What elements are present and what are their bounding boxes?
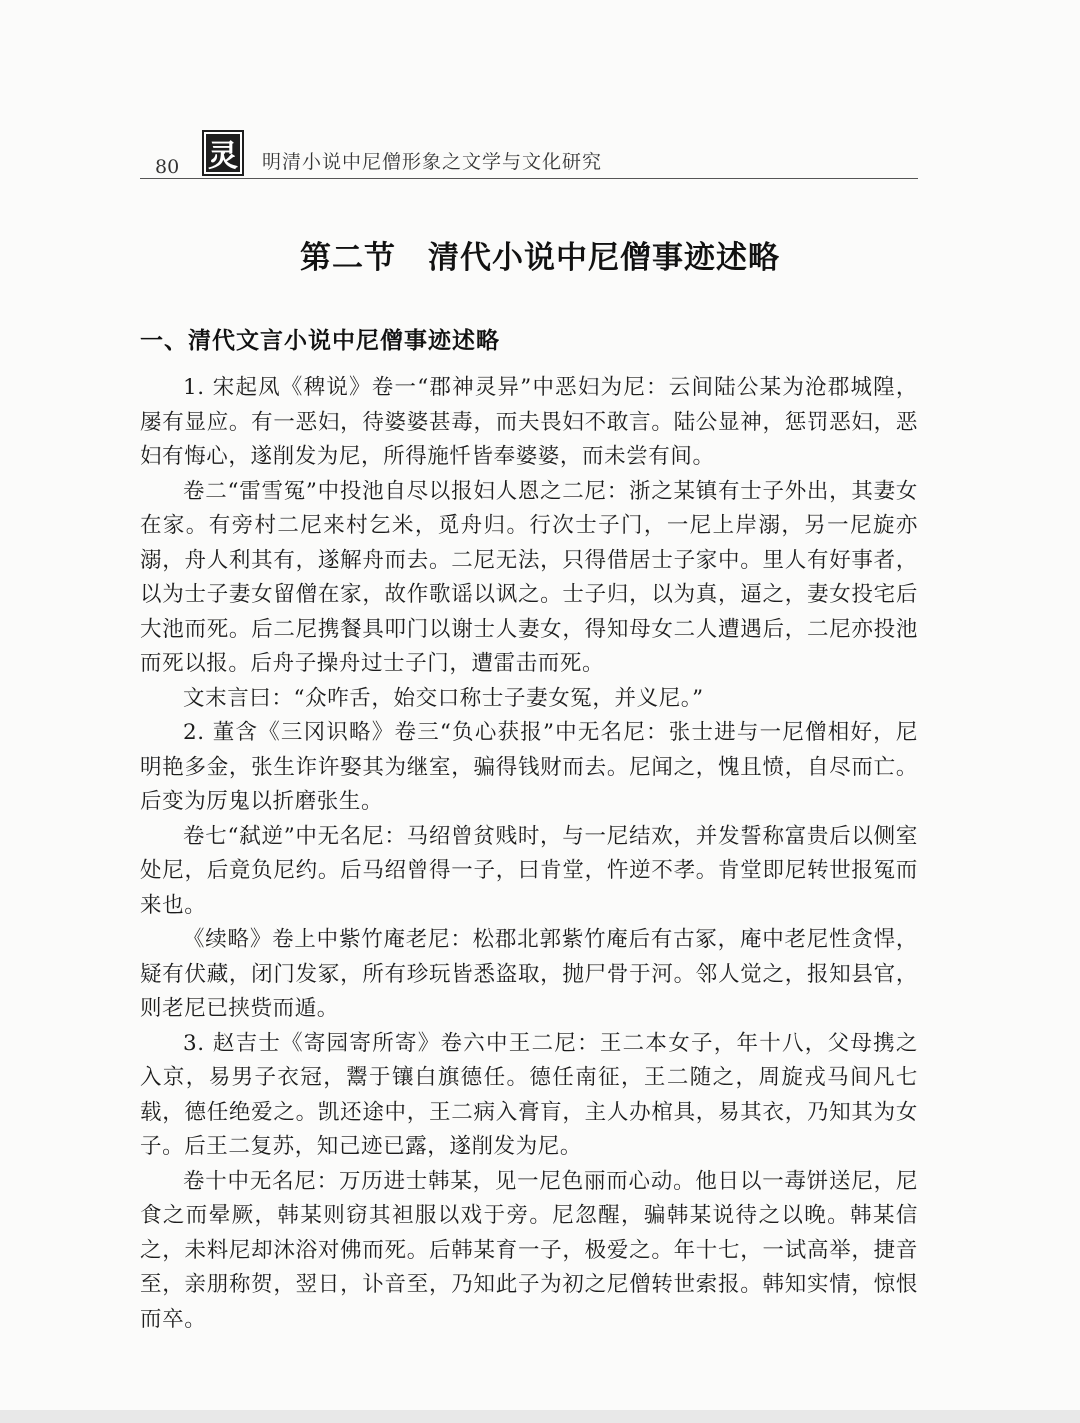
paragraph: 卷十中无名尼：万历进士韩某，见一尼色丽而心动。他日以一毒饼送尼，尼食之而晕厥，韩某则窃其袒服以戏于旁。尼忽醒，骗韩某说待之以晚。韩某信之，未料尼却沐浴对佛而死。后韩某育一子，极爱之。年十七，一试高举，捷音至，亲朋称贺，翌日，讣音至，乃知此子为初之尼僧转世索报。韩知实情，惊恨而卒。 [140,1168,918,1332]
bottom-edge [0,1410,1080,1423]
section-title: 第二节 清代小说中尼僧事迹述略 [300,240,780,276]
header-rule [140,178,918,179]
seal-logo-icon: 灵 [202,130,244,176]
body-text [140,371,918,1337]
paragraph: 1. 宋起凤《稗说》卷一“郡神灵异”中恶妇为尼：云间陆公某为沧郡城隍，屡有显应。有一恶妇，待婆婆甚毒，而夫畏妇不敢言。陆公显神，惩罚恶妇，恶妇有悔心，遂削发为尼，所得施忏皆奉婆婆，而未尝有间。 [140,375,918,469]
running-header [140,130,918,182]
paragraph: 文末言曰：“众咋舌，始交口称士子妻女冤，并义尼。” [183,685,704,711]
paragraph: 卷七“弑逆”中无名尼：马绍曾贫贱时，与一尼结欢，并发誓称富贵后以侧室处尼，后竟负尼约。后马绍曾得一子，曰肯堂，忤逆不孝。肯堂即尼转世报冤而来也。 [140,823,918,918]
paragraph: 卷二“雷雪冤”中投池自尽以报妇人恩之二尼：浙之某镇有士子外出，其妻女在家。有旁村二尼来村乞米，觅舟归。行次士子门，一尼上岸溺，另一尼旋亦溺，舟人利其有，遂解舟而去。二尼无法，只得借居士子家中。里人有好事者，以为士子妻女留僧在家，故作歌谣以讽之。士子归，以为真，逼之，妻女投宅后大池而死。后二尼携餐具叩门以谢士人妻女，得知母女二人遭遇后，二尼亦投池而死以报。后舟子操舟过士子门，遭雷击而死。 [140,478,918,676]
subsection-title: 一、清代文言小说中尼僧事迹述略 [140,328,500,354]
paragraph: 《续略》卷上中紫竹庵老尼：松郡北郭紫竹庵后有古冢，庵中老尼性贪悍，疑有伏藏，闭门发冢，所有珍玩皆悉盗取，抛尸骨于河。邻人觉之，报知县官，则老尼已挟赀而遁。 [140,927,918,1021]
book-title: 明清小说中尼僧形象之文学与文化研究 [262,151,603,173]
paragraph: 3. 赵吉士《寄园寄所寄》卷六中王二尼：王二本女子，年十八，父母携之入京，易男子衣冠，鬻于镶白旗德任。德任南征，王二随之，周旋戎马间凡七载，德任绝爱之。凯还途中，王二病入膏肓，主人办棺具，易其衣，乃知其为女子。后王二复苏，知己迹已露，遂削发为尼。 [140,1030,918,1159]
page-number: 80 [155,156,180,178]
paragraph: 2. 董含《三冈识略》卷三“负心获报”中无名尼：张士进与一尼僧相好，尼明艳多金，张生诈许娶其为继室，骗得钱财而去。尼闻之，愧且愤，自尽而亡。后变为厉鬼以折磨张生。 [140,720,918,814]
